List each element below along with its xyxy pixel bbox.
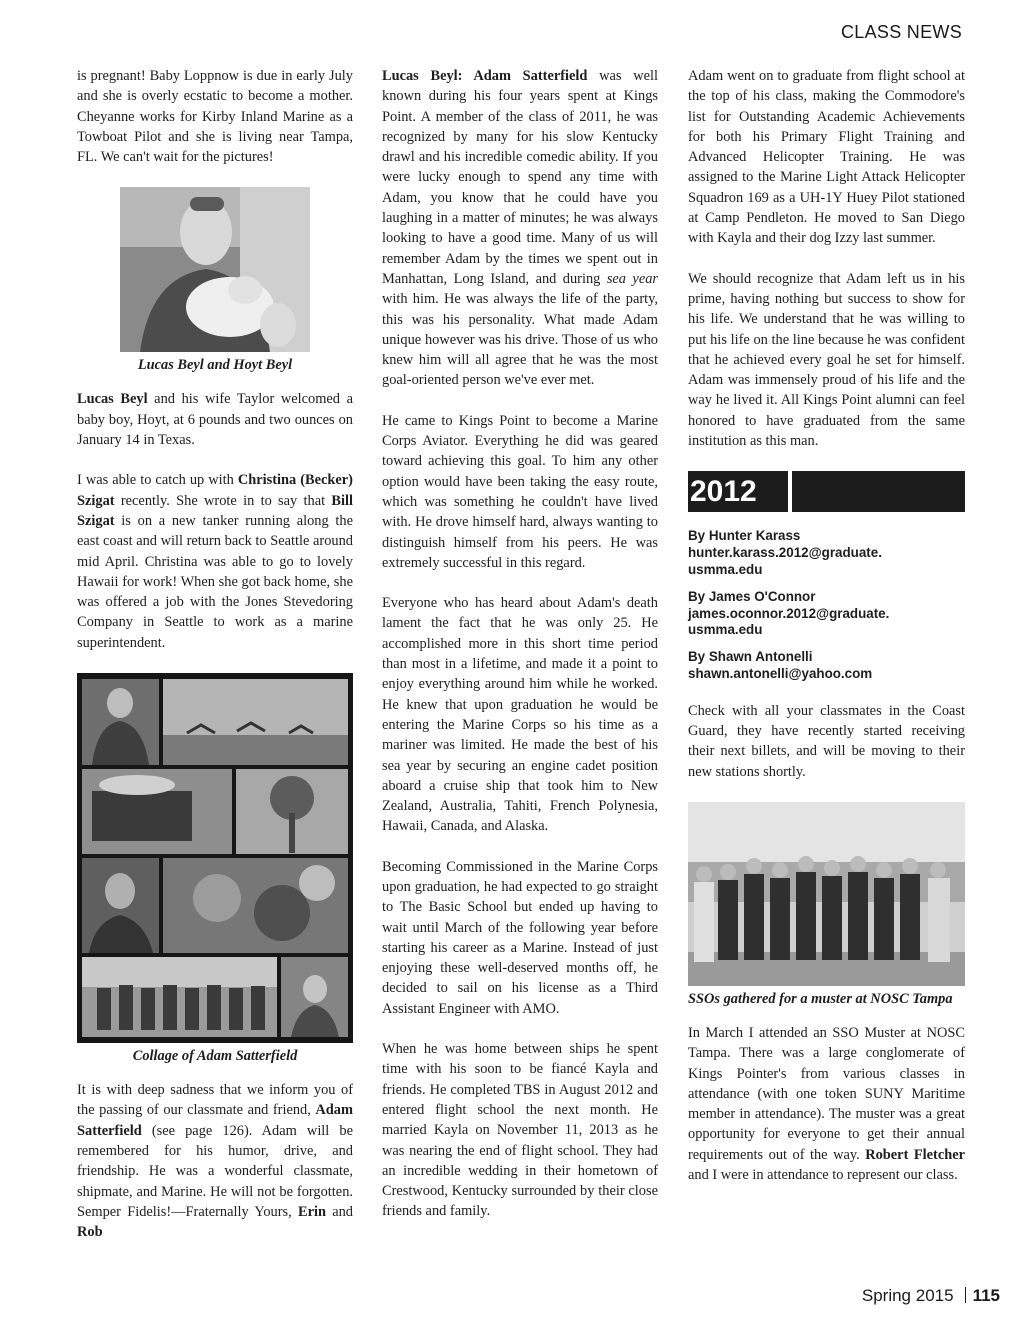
page-number: 115	[972, 1286, 1000, 1305]
name-lucas-beyl: Lucas Beyl	[77, 391, 148, 408]
paragraph-recognize: We should recognize that Adam left us in his prime, having nothing but success to show for his life. We understand that he was willing to put his life on the line because he was confident that he achieved every goal he set for himself. Adam was immensely proud of his life and the way he lived it. All Kings Point alumni can feel honored to have graduated from the same institution as this man.	[688, 270, 965, 450]
paragraph-passing: It is with deep sadness that we inform you of the passing of our classmate and friend, Adam Satterfield (see page 126). Adam will be remembered for his humor, drive, and friendship. He was a wonderful classmate, shipmate, and Marine. He will not be forgotten. Semper Fidelis!—Fraternally Yours, Erin and Rob	[77, 1082, 353, 1241]
paragraph-sso-muster: In March I attended an SSO Muster at NOSC Tampa. There was a large conglomerate of Kings Pointer's from various classes in attendance (with one token SUNY Maritime member in attendance). The muster was a great opportunity for everyone to get their annual requirements out of the way. Robert Fletcher and I were in attendance to represent our class.	[688, 1024, 965, 1183]
email-james-oconnor[interactable]: james.oconnor.2012@graduate. usmma.edu	[688, 605, 890, 638]
email-shawn-antonelli[interactable]: shawn.antonelli@yahoo.com	[688, 665, 873, 681]
column-3	[688, 66, 965, 1185]
paragraph-helicopter: Adam went on to graduate from flight school at the top of his class, making the Commodore's list for Outstanding Academic Achievements for both his Primary Flight Training and Advanced Helicopter Training. He was assigned to the Marine Light Attack Helicopter Squadron 169 as a UH-1Y Huey Pilot stationed at Camp Pendleton. He moved to San Diego with Kayla and their dog Izzy last summer.	[688, 68, 965, 247]
collage-adam-satterfield	[77, 673, 353, 1043]
paragraph-tribute-intro: Lucas Beyl: Adam Satterfield was well known during his four years spent at Kings Point. A member of the class of 2011, he was recognized by many for his slow Kentucky drawl and his incredible comedic ability. If you were lucky enough to spend any time with Adam, you know that he could have you laughing in a matter of minutes; he was always looking to have a good time. Many of us will remember Adam by the times we spent out in Manhattan, Long Island, and during sea year with him. He was always the life of the party, this was his personality. What made Adam unique however was his drive. Those of us who knew him will all agree that he was the most goal-oriented person we've ever met.	[382, 68, 658, 389]
paragraph-lucas-beyl: Lucas Beyl and his wife Taylor welcomed a baby boy, Hoyt, at 6 pounds and two ounces on January 14 in Texas.	[77, 391, 353, 449]
column-2	[382, 66, 658, 1222]
name-christina-szigat: Christina (Becker) Szigat	[77, 472, 353, 509]
paragraph-szigat: I was able to catch up with Christina (Becker) Szigat recently. She wrote in to say that Bill Szigat is on a new tanker running along the east coast and will return back to Seattle around mid April. Christina was able to go to lovely Hawaii for work! When she got back home, she was offered a job with the Jones Stevedoring Company in Seattle to work as a marine superintendent.	[77, 472, 353, 651]
photo-lucas-hoyt	[120, 187, 310, 352]
section-header: CLASS NEWS	[840, 22, 962, 42]
year-banner	[688, 471, 965, 512]
paragraph-commissioned: Becoming Commissioned in the Marine Corps upon graduation, he had expected to go straight to The Basic School but ended up having to wait until March of the following year before starting his career as a Marine. Instead of just enjoying these well-deserved months off, he decided to sail on his license as a Third Assistant Engineer with AMO.	[382, 858, 658, 1017]
year-label: 2012	[688, 471, 788, 512]
paragraph-sea-year: Everyone who has heard about Adam's death lament the fact that he was only 25. He accomplished more in this short time period than most in a lifetime, and made it a point to enjoy everything around him while he worked. He knew that upon graduation he would be entering the Marine Corps so his time as a mariner was limited. He made the best of his sea year by securing an engine cadet position aboard a cruise ship that took him to New Zealand, Australia, Tahiti, French Polynesia, Hawaii, Canada, and Alaska.	[382, 595, 658, 835]
page-footer	[862, 1286, 1000, 1306]
name-bill-szigat: Bill Szigat	[77, 492, 353, 529]
byline-james-oconnor: By James O'Connor james.oconnor.2012@graduate. usmma.edu	[688, 589, 965, 639]
name-robert-fletcher: Robert Fletcher	[865, 1146, 965, 1163]
collage-caption: Collage of Adam Satterfield	[132, 1048, 298, 1065]
paragraph-coast-guard: Check with all your classmates in the Coast Guard, they have recently started receiving their next billets, and will be moving to their new stations shortly.	[688, 702, 965, 780]
byline-shawn-antonelli: By Shawn Antonelli shawn.antonelli@yahoo.com	[688, 649, 965, 683]
photo-sso-muster	[688, 802, 965, 986]
collage-image	[77, 673, 353, 1043]
issue-label: Spring 2015	[861, 1286, 954, 1305]
column-1	[77, 66, 353, 1242]
tribute-lead: Lucas Beyl: Adam Satterfield	[382, 68, 588, 84]
paragraph-aviator: He came to Kings Point to become a Marine Corps Aviator. Everything he did was geared toward achieving this goal. To him any other option would have been taking the easy route, which was something he couldn't have lived with. He drove himself hard, always wanting to distinguish himself from his peers. He was extremely successful in this regard.	[382, 412, 658, 571]
paragraph-flight-school: When he was home between ships he spent time with his soon to be fiancé Kayla and friends. He completed TBS in August 2012 and entered flight school the next month. He married Kayla on November 11, 2013 as he was nearing the end of flight school. They had an incredible wedding in their hometown of Crestwood, Kentucky surrounded by their close friends and family.	[382, 1041, 658, 1220]
email-hunter-karass[interactable]: hunter.karass.2012@graduate. usmma.edu	[688, 545, 882, 577]
photo-sso-muster-caption: SSOs gathered for a muster at NOSC Tampa	[688, 990, 953, 1007]
photo-lucas-hoyt-caption: Lucas Beyl and Hoyt Beyl	[137, 357, 293, 374]
photo-sso-muster-image	[688, 802, 965, 986]
name-adam-satterfield: Adam Satterfield	[77, 1102, 353, 1139]
name-rob: Rob	[77, 1224, 103, 1241]
name-erin: Erin	[297, 1203, 326, 1220]
photo-lucas-hoyt-image	[120, 187, 310, 352]
byline-hunter-karass: By Hunter Karass hunter.karass.2012@graduate. usmma.edu	[688, 528, 965, 578]
paragraph-loppnow: is pregnant! Baby Loppnow is due in early July and she is overly ecstatic to become a mother. Cheyanne works for Kirby Inland Marine as a Towboat Pilot and she is living near Tampa, FL. We can't wait for the pictures!	[77, 68, 353, 166]
